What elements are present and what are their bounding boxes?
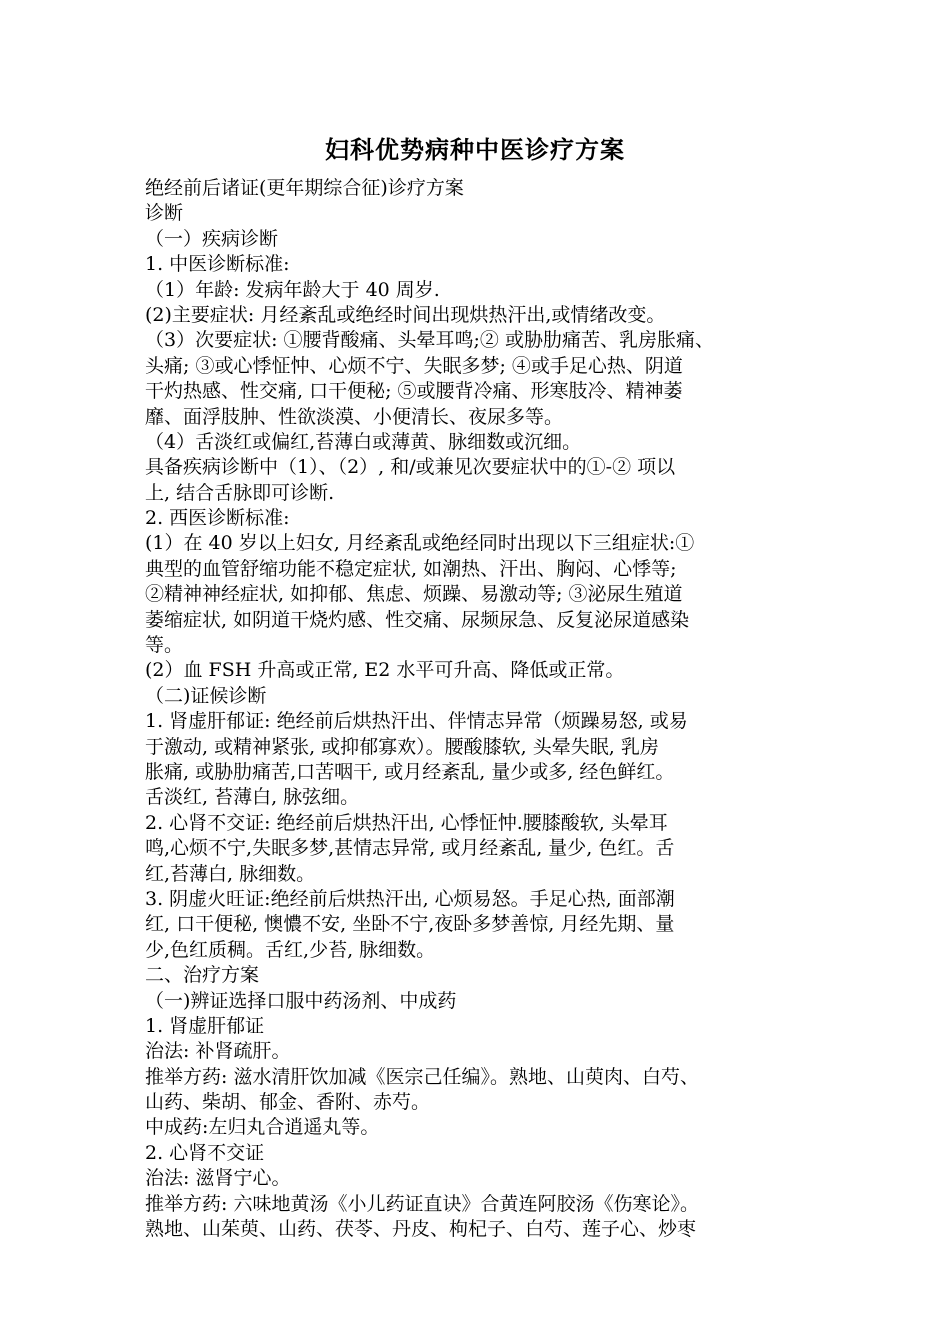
text-line: 2. 西医诊断标准: — [145, 507, 290, 530]
text-line: （3）次要症状: ①腰背酸痛、头晕耳鸣;② 或胁肋痛苦、乳房胀痛、 — [145, 329, 714, 352]
text-line: 上, 结合舌脉即可诊断. — [145, 481, 335, 504]
text-line: （4）舌淡红或偏红,苔薄白或薄黄、脉细数或沉细。 — [145, 430, 582, 453]
text-line: 推举方药: 滋水清肝饮加减《医宗己任编》。熟地、山萸肉、白芍、 — [145, 1065, 699, 1088]
text-line: 萎缩症状, 如阴道干烧灼感、性交痛、尿频尿急、反复泌尿道感染 — [145, 608, 690, 631]
text-line: 中成药:左归丸合逍遥丸等。 — [145, 1116, 380, 1139]
text-line: 山药、柴胡、郁金、香附、赤芍。 — [145, 1091, 431, 1114]
document-title: 妇科优势病种中医诊疗方案 — [325, 136, 625, 164]
text-line: (1）在 40 岁以上妇女, 月经紊乱或绝经同时出现以下三组症状:① — [145, 532, 695, 555]
text-line: （一)辨证选择口服中药汤剂、中成药 — [145, 989, 457, 1012]
text-line: 1. 肾虚肝郁证 — [145, 1014, 265, 1037]
text-line: 二、治疗方案 — [145, 964, 260, 987]
text-line: 具备疾病诊断中（1）、（2）, 和/或兼见次要症状中的①-② 项以 — [145, 456, 676, 479]
text-line: (2）血 FSH 升高或正常, E2 水平可升高、降低或正常。 — [145, 659, 625, 682]
text-line: 1. 肾虚肝郁证: 绝经前后烘热汗出、伴情志异常（烦躁易怒, 或易 — [145, 710, 688, 733]
text-line: 头痛; ③或心悸怔忡、心烦不宁、失眠多梦; ④或手足心热、阴道 — [145, 354, 683, 377]
text-line: 红, 口干便秘, 懊憹不安, 坐卧不宁,夜卧多梦善惊, 月经先期、量 — [145, 913, 675, 936]
text-line: 靡、面浮肢肿、性欲淡漠、小便清长、夜尿多等。 — [145, 405, 564, 428]
text-line: 治法: 补肾疏肝。 — [145, 1040, 291, 1063]
text-line: 干灼热感、性交痛, 口干便秘; ⑤或腰背冷痛、形寒肢冷、精神萎 — [145, 380, 683, 403]
text-line: 推举方药: 六味地黄汤《小儿药证直诀》合黄连阿胶汤《伤寒论》。 — [145, 1192, 699, 1215]
text-line: （二)证候诊断 — [145, 684, 267, 707]
text-line: 等。 — [145, 634, 184, 657]
text-line: (2)主要症状: 月经紊乱或绝经时间出现烘热汗出,或情绪改变。 — [145, 303, 666, 326]
text-line: 2. 心肾不交证: 绝经前后烘热汗出, 心悸怔忡.腰膝酸软, 头晕耳 — [145, 811, 668, 834]
text-line: 舌淡红, 苔薄白, 脉弦细。 — [145, 786, 360, 809]
text-line: 鸣,心烦不宁,失眠多梦,甚情志异常, 或月经紊乱, 量少, 色红。舌 — [145, 837, 675, 860]
text-line: （1）年龄: 发病年龄大于 40 周岁. — [145, 278, 440, 301]
text-line: 治法: 滋肾宁心。 — [145, 1167, 291, 1190]
text-line: 3. 阴虚火旺证:绝经前后烘热汗出, 心烦易怒。手足心热, 面部潮 — [145, 887, 675, 910]
text-line: 少,色红质稠。舌红,少苔, 脉细数。 — [145, 938, 436, 961]
text-line: 红,苔薄白, 脉细数。 — [145, 862, 316, 885]
text-line: 绝经前后诸证(更年期综合征)诊疗方案 — [145, 177, 464, 199]
text-line: （一）疾病诊断 — [145, 227, 279, 250]
text-line: 典型的血管舒缩功能不稳定症状, 如潮热、汗出、胸闷、心悸等; — [145, 557, 677, 580]
document-body — [145, 176, 810, 1242]
text-line: 于激动, 或精神紧张, 或抑郁寡欢）。腰酸膝软, 头晕失眠, 乳房 — [145, 735, 659, 758]
text-line: 熟地、山茱萸、山药、茯苓、丹皮、枸杞子、白芍、莲子心、炒枣 — [145, 1218, 697, 1241]
text-line: 1. 中医诊断标准: — [145, 253, 290, 276]
text-line: 2. 心肾不交证 — [145, 1141, 265, 1164]
text-line: ②精神神经症状, 如抑郁、焦虑、烦躁、易激动等; ③泌尿生殖道 — [145, 583, 683, 606]
text-line: 胀痛, 或胁肋痛苦,口苦咽干, 或月经紊乱, 量少或多, 经色鲜红。 — [145, 760, 675, 783]
text-line: 诊断 — [145, 202, 184, 225]
